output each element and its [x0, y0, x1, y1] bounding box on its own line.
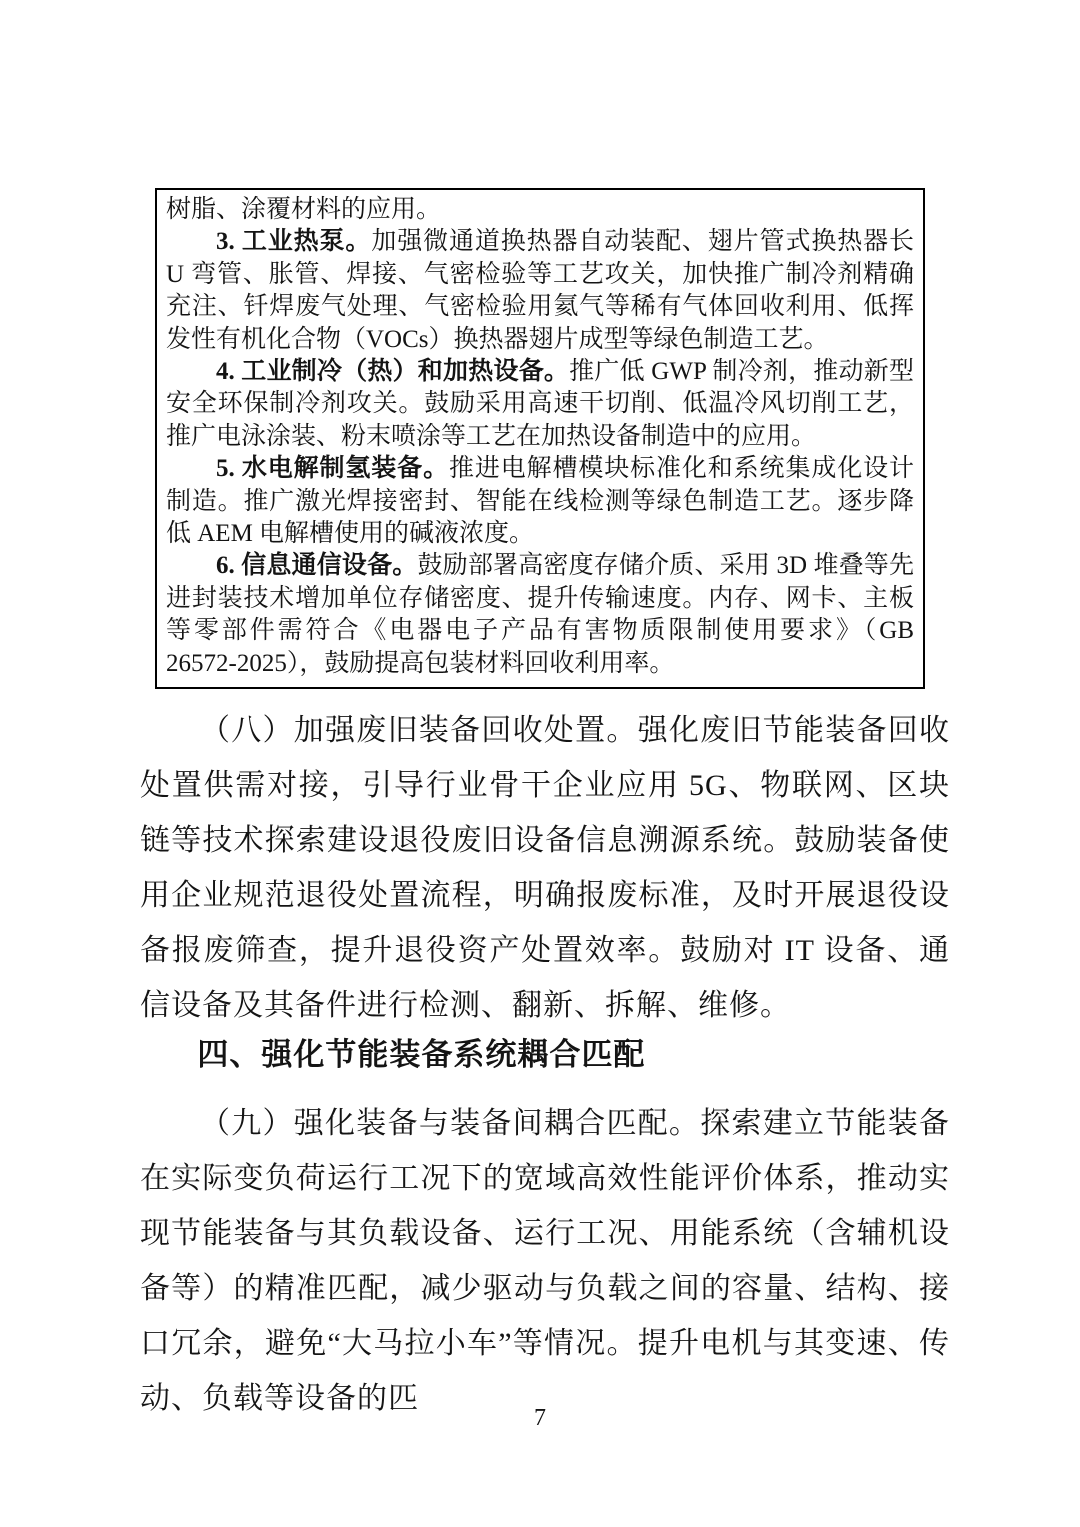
- paragraph-9-text: 探索建立节能装备在实际变负荷运行工况下的宽域高效性能评价体系，推动实现节能装备与其负载设备、运行工况、用能系统（含辅机设备等）的精准匹配，减少驱动与负载之间的容量、结构、接口冗余，避免“大马拉小车”等情况。提升电机与其变速、传动、负载等设备的匹: [140, 1107, 951, 1416]
- box-item-3-text: 加强微通道换热器自动装配、翅片管式换热器长 U 弯管、胀管、焊接、气密检验等工艺攻关，加快推广制冷剂精确充注、钎焊废气处理、气密检验用氦气等稀有气体回收利用、低挥发性有机化合物（VOCs）换热器翅片成型等绿色制造工艺。: [166, 228, 914, 353]
- paragraph-8: [140, 703, 950, 1033]
- box-item-4-label: 4. 工业制冷（热）和加热设备。: [216, 358, 570, 386]
- box-item-6-label: 6. 信息通信设备。: [216, 552, 418, 580]
- page-number: 7: [534, 1405, 546, 1431]
- box-item-6-text: 鼓励部署高密度存储介质、采用 3D 堆叠等先进封装技术增加单位存储密度、提升传输速度。内存、网卡、主板等零部件需符合《电器电子产品有害物质限制使用要求》（GB 26572-2025），鼓励提高包装材料回收利用率。: [166, 552, 914, 677]
- box-item-3-label: 3. 工业热泵。: [216, 228, 372, 256]
- paragraph-9-lead: （九）强化装备与装备间耦合匹配。: [200, 1107, 701, 1141]
- box-item-5-text: 推进电解槽模块标准化和系统集成化设计制造。推广激光焊接密封、智能在线检测等绿色制造工艺。逐步降低 AEM 电解槽使用的碱液浓度。: [166, 455, 914, 548]
- box-item-6: [166, 550, 914, 680]
- box-item-5-label: 5. 水电解制氢装备。: [216, 455, 449, 483]
- section-heading-4: 四、强化节能装备系统耦合匹配: [197, 1037, 646, 1073]
- paragraph-8-text: 强化废旧节能装备回收处置供需对接，引导行业骨干企业应用 5G、物联网、区块链等技术探索建设退役废旧设备信息溯源系统。鼓励装备使用企业规范退役处置流程，明确报废标准，及时开展退役设备报废筛查，提升退役资产处置效率。鼓励对 IT 设备、通信设备及其备件进行检测、翻新、拆解、维修。: [140, 714, 951, 1023]
- box-intro-line: 树脂、涂覆材料的应用。: [166, 196, 442, 223]
- box-item-5: [166, 453, 914, 550]
- paragraph-9: [140, 1096, 950, 1426]
- box-item-4: [166, 356, 914, 453]
- numbered-items-box: [155, 188, 925, 689]
- paragraph-8-lead: （八）加强废旧装备回收处置。: [200, 714, 638, 748]
- box-item-4-text: 推广低 GWP 制冷剂，推动新型安全环保制冷剂攻关。鼓励采用高速干切削、低温冷风切削工艺，推广电泳涂装、粉末喷涂等工艺在加热设备制造中的应用。: [166, 358, 914, 450]
- box-item-3: [166, 226, 914, 356]
